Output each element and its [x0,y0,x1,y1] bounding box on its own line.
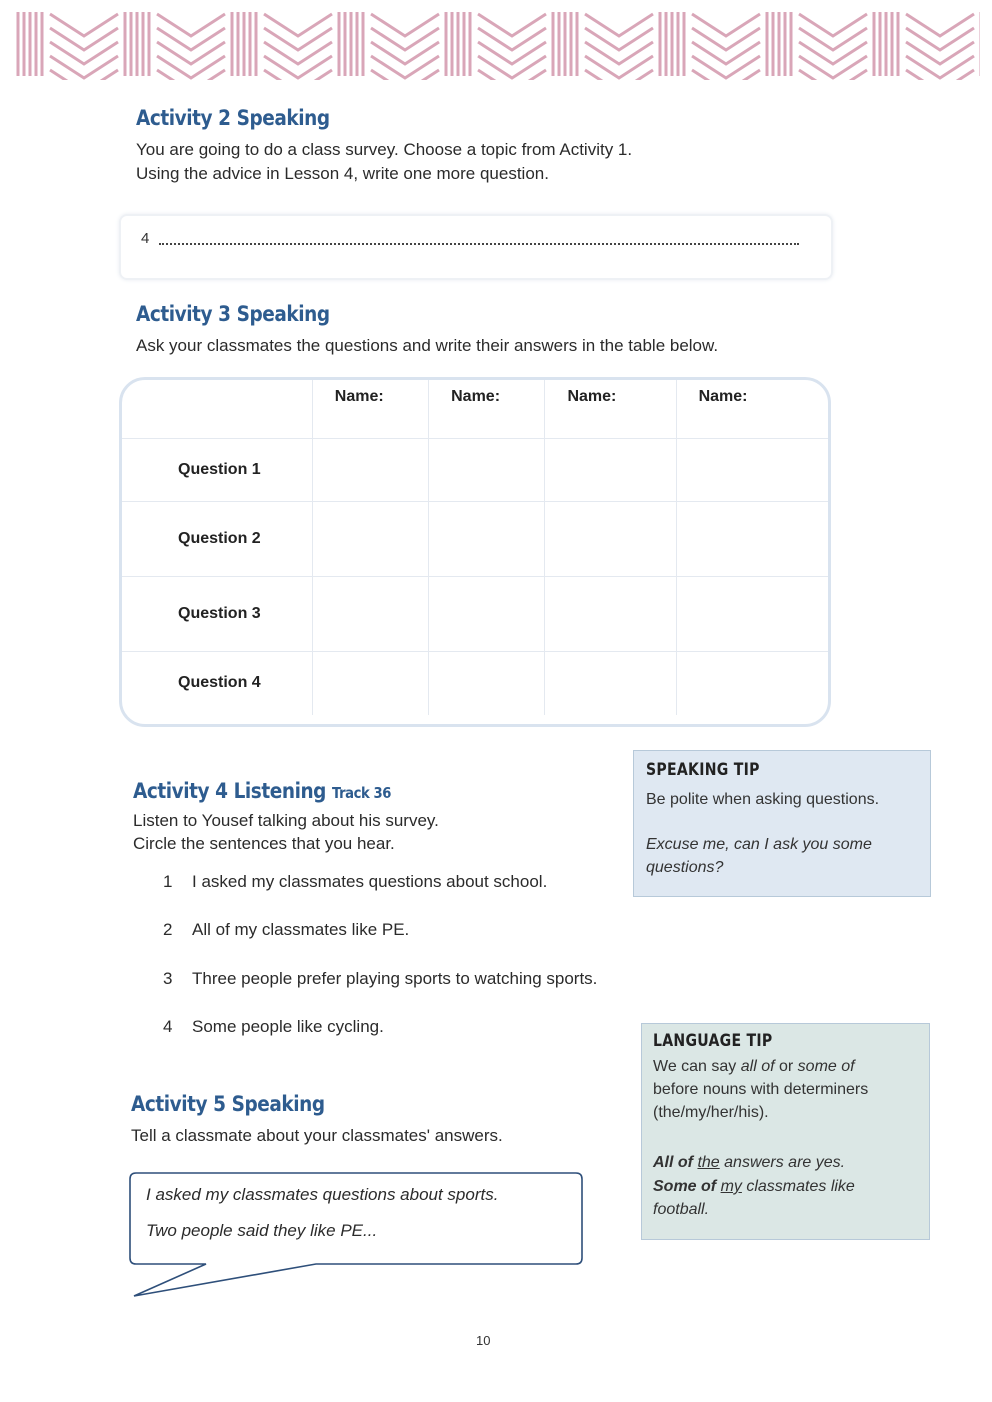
text-fragment: answers are yes. [719,1154,846,1171]
language-tip-line-2: before nouns with determiners [653,1081,869,1098]
banner-chevron [692,56,760,78]
activity-4-instruction-2: Circle the sentences that you hear. [133,834,395,853]
answer-cell[interactable] [545,502,676,577]
text-fragment: all of [740,1058,775,1075]
row-label: Question 2 [122,502,312,577]
activity-5-heading: Activity 5 Speaking [131,1092,325,1116]
answer-cell[interactable] [429,439,545,502]
track-label: Track 36 [331,784,391,802]
language-tip-line-3: (the/my/her/his). [653,1104,769,1121]
banner-chevron [157,28,225,50]
answer-cell[interactable] [545,577,676,652]
banner-chevron [799,56,867,78]
banner-chevron [371,56,439,78]
table-header-cell: Name: [312,380,428,439]
table-header-row [122,380,828,439]
item-number: 4 [163,1017,173,1036]
table-row [122,502,828,577]
answer-cell[interactable] [676,439,828,502]
banner-chevron [906,56,974,78]
table-row [122,577,828,652]
banner-chevron [799,28,867,50]
speaking-tip-title: SPEAKING TIP [646,760,760,780]
language-tip-example-2 [653,1175,855,1198]
text-fragment: classmates like [741,1178,855,1195]
list-item[interactable] [163,920,409,940]
bubble-line-2: Two people said they like PE... [146,1221,378,1240]
activity-3-instruction: Ask your classmates the questions and write their answers in the table below. [136,336,719,355]
banner-chevron [371,14,439,36]
decorative-banner [14,8,980,80]
banner-chevron [585,28,653,50]
answer-cell[interactable] [312,577,428,652]
answer-cell[interactable] [429,502,545,577]
speaking-tip-text: Be polite when asking questions. [646,791,880,808]
banner-chevron [50,28,118,50]
banner-chevron [478,56,546,78]
list-item[interactable] [163,1017,384,1037]
speaking-tip-example-1: Excuse me, can I ask you some [646,836,872,853]
activity-4-instruction-1: Listen to Yousef talking about his survey. [133,811,439,830]
answer-number: 4 [141,230,150,247]
banner-chevron [264,42,332,64]
banner-chevron [692,42,760,64]
banner-chevron [585,56,653,78]
text-fragment: or [774,1058,798,1075]
answer-box [119,214,833,280]
banner-chevron [906,28,974,50]
activity-4-heading [133,779,391,803]
text-fragment: my [720,1178,742,1195]
answer-cell[interactable] [676,577,828,652]
speaking-tip-box [633,750,931,897]
table-header-cell [122,380,312,439]
activity-3-heading: Activity 3 Speaking [136,302,330,326]
banner-chevron [585,14,653,36]
activity-2-heading: Activity 2 Speaking [136,106,330,130]
answer-cell[interactable] [429,577,545,652]
item-number: 1 [163,872,173,891]
table-row [122,439,828,502]
speaking-tip-example-2: questions? [646,859,724,876]
activity-4-title: Activity 4 Listening [133,779,326,803]
row-label: Question 4 [122,652,312,715]
banner-chevron [799,14,867,36]
item-number: 2 [163,920,173,939]
item-text: Three people prefer playing sports to watching sports. [192,969,598,988]
banner-chevron [264,28,332,50]
table-header-cell: Name: [545,380,676,439]
banner-chevron [906,42,974,64]
language-tip-line-1 [653,1055,855,1078]
answer-cell[interactable] [545,439,676,502]
row-label: Question 3 [122,577,312,652]
answer-cell[interactable] [312,502,428,577]
banner-chevron [478,28,546,50]
banner-chevron [906,14,974,36]
list-item[interactable] [163,872,547,892]
banner-chevron [157,42,225,64]
banner-chevron [692,28,760,50]
language-tip-box [641,1023,930,1240]
text-fragment: We can say [653,1058,741,1075]
language-tip-example-1 [653,1151,845,1174]
banner-chevron [157,14,225,36]
text-fragment: some of [797,1058,855,1075]
language-tip-title: LANGUAGE TIP [653,1031,773,1051]
answer-writing-line[interactable] [159,225,799,245]
banner-chevron [50,56,118,78]
list-item[interactable] [163,969,597,989]
item-number: 3 [163,969,173,988]
banner-chevron [50,42,118,64]
item-text: All of my classmates like PE. [192,920,410,939]
answer-cell[interactable] [676,652,828,715]
banner-chevron [692,14,760,36]
table-header-cell: Name: [429,380,545,439]
activity-2-instruction-1: You are going to do a class survey. Choose a topic from Activity 1. [136,140,633,159]
banner-chevron [585,42,653,64]
banner-chevron [264,56,332,78]
item-text: Some people like cycling. [192,1017,384,1036]
banner-chevron [264,14,332,36]
banner-chevron [799,42,867,64]
table-row [122,652,828,715]
survey-table [119,377,831,727]
text-fragment: Some of [653,1178,717,1195]
answer-cell[interactable] [312,439,428,502]
banner-chevron [157,56,225,78]
page-number: 10 [476,1333,491,1348]
table-header-cell: Name: [676,380,828,439]
bubble-line-1: I asked my classmates questions about sports. [146,1185,499,1204]
activity-5-instruction: Tell a classmate about your classmates' answers. [131,1126,503,1145]
banner-chevron [371,42,439,64]
text-fragment: the [697,1154,720,1171]
text-fragment: All of [653,1154,693,1171]
answer-cell[interactable] [676,502,828,577]
banner-chevron [478,42,546,64]
answer-cell[interactable] [545,652,676,715]
item-text: I asked my classmates questions about school. [192,872,548,891]
banner-chevron [371,28,439,50]
answer-cell[interactable] [429,652,545,715]
banner-chevron [478,14,546,36]
answer-cell[interactable] [312,652,428,715]
banner-chevron [50,14,118,36]
activity-2-instruction-2: Using the advice in Lesson 4, write one more question. [136,164,549,183]
row-label: Question 1 [122,439,312,502]
language-tip-example-2-cont: football. [653,1201,710,1218]
